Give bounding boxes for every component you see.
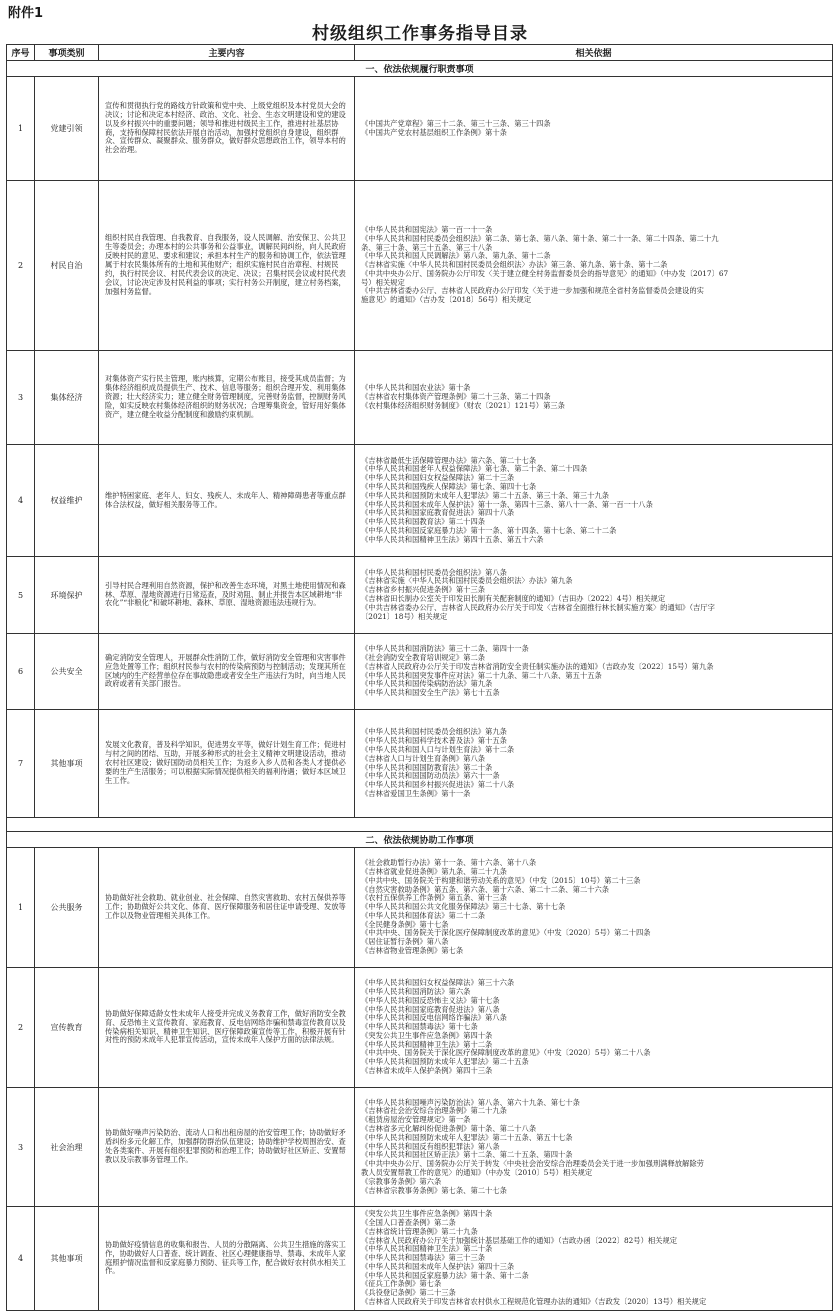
row-number: 3: [7, 1088, 35, 1207]
basis-line: 教人员安置帮教工作的意见〉的通知》（中办发〔2010〕5号）相关规定: [361, 1167, 593, 1177]
header-content: 主要内容: [99, 45, 355, 61]
basis-line: 《自然灾害救助条例》第五条、第六条、第十六条、第二十二条、第二十六条: [361, 884, 610, 894]
row-category: 集体经济: [35, 351, 99, 445]
basis-line: 《吉林省田长制办公室关于印发田长制有关配套制度的通知》（吉田办〔2022〕4号）相关规定: [361, 594, 666, 603]
row-basis: [355, 77, 833, 181]
row-basis: [355, 181, 833, 351]
row-content: 协助做好疫情信息的收集和报告、人员的分散隔离、公共卫生措施的落实工作，协助做好人口普查、统计调查、社区心理健康指导、禁毒、未成年人家庭照护情况监督和反家庭暴力预防、征兵等工作，配合做好农村供水相关工作。: [99, 1207, 355, 1311]
row-number: 2: [7, 968, 35, 1088]
basis-line: 《中共中央、国务院关于深化医疗保障制度改革的意见》（中发〔2020〕5号）第二十四条: [361, 928, 651, 938]
basis-line: 《中华人民共和国突发事件应对法》第二十九条、第二十八条、第五十五条: [361, 670, 602, 680]
basis-line: 《社会救助暂行办法》第十一条、第十六条、第十八条: [361, 858, 537, 868]
row-category: 公共安全: [35, 634, 99, 710]
row-basis: [355, 848, 833, 968]
basis-line: 《吉林省社会治安综合治理条例》第二十九条: [361, 1106, 507, 1116]
table-row: [7, 351, 833, 445]
row-category: 环境保护: [35, 557, 99, 634]
basis-line: 《吉林省爱国卫生条例》第十一条: [361, 788, 471, 798]
basis-line: 《征兵工作条例》第七条: [361, 1279, 442, 1289]
basis-line: 《中华人民共和国安全生产法》第七十五条: [361, 688, 500, 698]
row-basis: [355, 1088, 833, 1207]
row-category: 权益维护: [35, 445, 99, 557]
basis-line: 号）相关规定: [361, 277, 405, 287]
table-row: [7, 968, 833, 1088]
table-row: [7, 1207, 833, 1311]
basis-line: 《中华人民共和国反家庭暴力法》第十一条、第十四条、第十七条、第二十二条: [361, 525, 617, 535]
row-basis: [355, 634, 833, 710]
row-basis: [355, 968, 833, 1088]
basis-line: 《吉林省统计管理条例》第二十九条: [361, 1226, 478, 1236]
table-row: [7, 1088, 833, 1207]
row-number: 5: [7, 557, 35, 634]
row-number: 4: [7, 1207, 35, 1311]
section-title: 一、依法依规履行职责事项: [7, 61, 833, 77]
header-no: 序号: [7, 45, 35, 61]
section-row: [7, 61, 833, 77]
basis-line: 《中华人民共和国反电信网络诈骗法》第八条: [361, 1013, 507, 1023]
basis-line: 《中华人民共和国村民委员会组织法》第二条、第七条、第八条、第十条、第二十一条、第二十四条、第二十九: [361, 233, 719, 243]
basis-line: 《中华人民共和国残疾人保障法》第七条、第四十七条: [361, 481, 537, 491]
basis-line: 《吉林省未成年人保护条例》第四十三条: [361, 1066, 493, 1076]
basis-line: 《中华人民共和国精神卫生法》第十二条: [361, 1039, 493, 1049]
table-row: [7, 445, 833, 557]
basis-line: 《中华人民共和国村民委员会组织法》第八条: [361, 567, 507, 577]
row-category: 公共服务: [35, 848, 99, 968]
basis-line: 《中华人民共和国乡村振兴促进法》第二十八条: [361, 780, 515, 790]
basis-line: 《中华人民共和国社区矫正法》第十二条、第二十五条、第四十条: [361, 1150, 573, 1160]
basis-line: 《宗教事务条例》第六条: [361, 1176, 442, 1186]
basis-line: 《中国共产党章程》第三十二条、第三十三条、第三十四条: [361, 118, 551, 128]
row-content: 协助做好保障适龄女性未成年人接受并完成义务教育工作，做好消防安全教育、反恐怖主义宣传教育、家庭教育、反电信网络诈骗和禁毒宣传教育以及传染病相关知识、精神卫生知识、医疗保障政策宣传等工作，积极开展有针对性的预防未成年人犯罪宣传活动，宣传未成年人保护方面的法律法规。: [99, 968, 355, 1088]
basis-line: 《中共中央、国务院关于深化医疗保障制度改革的意见》（中发〔2020〕5号）第二十八条: [361, 1048, 651, 1058]
basis-line: 《中华人民共和国传染病防治法》第九条: [361, 679, 493, 689]
basis-line: 《吉林省多元化解纠纷促进条例》第十条、第二十八条: [361, 1124, 537, 1133]
basis-line: 《吉林省人民政府办公厅关于印发吉林省消防安全责任制实施办法的通知》（吉政办发〔2022〕15号）第九条: [361, 661, 714, 671]
basis-line: 《中华人民共和国精神卫生法》第四十五条、第五十六条: [361, 534, 544, 544]
section-title: 二、依法依规协助工作事项: [7, 832, 833, 848]
basis-line: 《中华人民共和国家庭教育促进法》第四十八条: [361, 508, 515, 518]
row-basis: [355, 445, 833, 557]
row-content: 协助做好噪声污染防治、流动人口和出租房屋的治安管理工作；协助做好矛盾纠纷多元化解工作，加强群防群治队伍建设；协助维护学校周围治安、查处各类案件、开展有组织犯罪预防和治理工作；协助做好社区矫正、安置帮教以及宗教事务管理工作。: [99, 1088, 355, 1207]
row-content: 确定消防安全管理人，开展群众性消防工作，做好消防安全管理和灾害事件应急处置等工作；组织村民参与农村的传染病预防与控制活动；发现其所在区域内的生产经营单位存在事故隐患或者安全生产违法行为时，向当地人民政府或者有关部门报告。: [99, 634, 355, 710]
table-header-row: [7, 45, 833, 61]
basis-line: 《中华人民共和国人民调解法》第八条、第九条、第十二条: [361, 251, 551, 261]
basis-line: 《中华人民共和国村民委员会组织法》第九条: [361, 727, 507, 737]
basis-line: 《吉林省物业管理条例》第七条: [361, 946, 464, 956]
basis-line: 《中华人民共和国消防法》第六条: [361, 986, 471, 996]
basis-line: 《中共吉林省委办公厅、吉林省人民政府办公厅关于印发〈吉林省全面推行林长制实施方案〉的通知》（吉厅字: [361, 602, 715, 612]
row-category: 社会治理: [35, 1088, 99, 1207]
basis-line: 《中华人民共和国妇女权益保障法》第二十三条: [361, 473, 515, 483]
row-content: 宣传和贯彻执行党的路线方针政策和党中央、上级党组织及本村党员大会的决议；讨论和决定本村经济、政治、文化、社会、生态文明建设和党的建设以及乡村振兴中的重要问题；领导和推进村级民主工作，推进村社基层协商，支持和保障村民依法开展自治活动，加强村党组织自身建设，组织群众、宣传群众、凝聚群众、服务群众，做好群众思想政治工作，领导本村的社会治理。: [99, 77, 355, 181]
basis-line: 《中华人民共和国禁毒法》第三十三条: [361, 1253, 486, 1263]
basis-line: 《中华人民共和国体育法》第二十二条: [361, 910, 486, 920]
basis-line: 《吉林省人口与计划生育条例》第八条: [361, 753, 486, 763]
row-basis: [355, 1207, 833, 1311]
row-number: 4: [7, 445, 35, 557]
basis-line: 《全国人口普查条例》第二条: [361, 1217, 456, 1227]
basis-line: 《中华人民共和国国防动员法》第六十一条: [361, 771, 500, 781]
table-row: [7, 557, 833, 634]
basis-line: 《中华人民共和国科学技术普及法》第十五条: [361, 736, 507, 746]
table-row: [7, 710, 833, 818]
row-content: 维护特困家庭、老年人、妇女、残疾人、未成年人、精神障碍患者等重点群体合法权益，做好相关服务等工作。: [99, 445, 355, 557]
basis-line: 《农村五保供养工作条例》第五条、第十三条: [361, 893, 507, 903]
table-row: [7, 181, 833, 351]
basis-line: 《全民健身条例》第十七条: [361, 919, 449, 929]
basis-line: 《中华人民共和国消防法》第三十二条、第四十一条: [361, 644, 529, 654]
basis-line: 〔2021〕18号）相关规定: [361, 611, 448, 621]
row-category: 党建引领: [35, 77, 99, 181]
basis-line: 《中华人民共和国预防未成年人犯罪法》第二十五条: [361, 1057, 529, 1067]
basis-line: 《中华人民共和国教育法》第二十四条: [361, 517, 486, 527]
basis-line: 《突发公共卫生事件应急条例》第四十条: [361, 1209, 493, 1219]
table-row: [7, 634, 833, 710]
basis-line: 《吉林省宗教事务条例》第七条、第二十七条: [361, 1185, 507, 1195]
basis-line: 《中共中央办公厅、国务院办公厅关于转发〈中央社会治安综合治理委员会关于进一步加强刑满释放解除劳: [361, 1159, 704, 1169]
row-number: 3: [7, 351, 35, 445]
basis-line: 《吉林省最低生活保障管理办法》第六条、第二十七条: [361, 455, 537, 465]
basis-line: 《中共中央办公厅、国务院办公厅印发〈关于建立健全村务监督委员会的指导意见〉的通知》（中办发〔2017〕67: [361, 268, 729, 278]
row-category: 其他事项: [35, 710, 99, 818]
basis-line: 《兵役登记条例》第二十三条: [361, 1288, 456, 1298]
basis-line: 《中华人民共和国反有组织犯罪法》第八条: [361, 1141, 500, 1151]
basis-line: 《中华人民共和国家庭教育促进法》第八条: [361, 1004, 500, 1014]
basis-line: 《中共吉林省委办公厅、吉林省人民政府办公厅印发〈关于进一步加强和规范全省村务监督委员会建设的实: [361, 286, 704, 296]
row-basis: [355, 557, 833, 634]
basis-line: 《吉林省人民政府关于印发吉林省农村供水工程规范化管理办法的通知》（吉政发〔2020〕13号）相关规定: [361, 1297, 707, 1307]
basis-line: 《中华人民共和国预防未成年人犯罪法》第二十五条、第五十七条: [361, 1132, 573, 1142]
basis-line: 《中华人民共和国妇女权益保障法》第三十六条: [361, 978, 515, 988]
basis-line: 《吉林省农村集体资产管理条例》第二十三条、第二十四条: [361, 392, 551, 402]
basis-line: 《中华人民共和国噪声污染防治法》第八条、第六十九条、第七十条: [361, 1097, 580, 1107]
row-number: 2: [7, 181, 35, 351]
basis-line: 《中华人民共和国禁毒法》第十七条: [361, 1022, 478, 1032]
row-content: 引导村民合理利用自然资源，保护和改善生态环境，对黑土地使用情况和森林、草原、湿地资源进行日常巡查，及时劝阻、制止并报告本区域耕地“非农化”“非粮化”和破坏耕地、森林、草原、湿地资源违法违规行为。: [99, 557, 355, 634]
basis-line: 《中华人民共和国未成年人保护法》第十一条、第四十三条、第八十一条、第一百一十八条: [361, 499, 653, 509]
table-body: [7, 61, 833, 1311]
basis-line: 《中华人民共和国老年人权益保障法》第七条、第二十条、第二十四条: [361, 464, 588, 474]
basis-line: 《社会消防安全教育培训规定》第二条: [361, 652, 486, 662]
basis-line: 《中华人民共和国精神卫生法》第二十条: [361, 1244, 493, 1254]
basis-line: 《吉林省人民政府办公厅关于加强统计基层基础工作的通知》（吉政办函〔2022〕82号）相关规定: [361, 1235, 678, 1245]
row-number: 1: [7, 77, 35, 181]
row-number: 7: [7, 710, 35, 818]
basis-line: 《中华人民共和国反恐怖主义法》第十七条: [361, 995, 500, 1005]
table-row: [7, 77, 833, 181]
basis-line: 《中华人民共和国预防未成年人犯罪法》第二十五条、第三十条、第三十九条: [361, 490, 610, 500]
basis-line: 《突发公共卫生事件应急条例》第四十条: [361, 1030, 493, 1040]
basis-line: 《居住证暂行条例》第八条: [361, 937, 449, 947]
spacer-row: [7, 818, 833, 832]
row-content: 协助做好社会救助、就业创业、社会保障、自然灾害救助、农村五保供养等工作；协助做好公共文化、体育、医疗保障服务和居住证申请受理、发放等工作以及物业管理相关具体工作。: [99, 848, 355, 968]
basis-line: 条、第三十条、第三十五条、第三十八条: [361, 242, 493, 252]
row-number: 1: [7, 848, 35, 968]
section-row: [7, 832, 833, 848]
basis-line: 《中华人民共和国国防教育法》第二十条: [361, 762, 493, 772]
basis-line: 《吉林省就业促进条例》第九条、第二十九条: [361, 866, 507, 876]
document-title: 村级组织工作事务指导目录: [312, 24, 528, 44]
spacer-cell: [7, 818, 833, 832]
header-basis: 相关依据: [355, 45, 833, 61]
basis-line: 施意见〉的通知》（吉办发〔2018〕56号）相关规定: [361, 295, 532, 305]
row-category: 宣传教育: [35, 968, 99, 1088]
basis-line: 《中华人民共和国宪法》第一百一十一条: [361, 224, 493, 234]
table-row: [7, 848, 833, 968]
directory-table: [6, 44, 833, 1311]
row-number: 6: [7, 634, 35, 710]
row-category: 村民自治: [35, 181, 99, 351]
basis-line: 《中华人民共和国公共文化服务保障法》第三十七条、第十七条: [361, 902, 566, 912]
basis-line: 《吉林省实施〈中华人民共和国村民委员会组织法〉办法》第九条: [361, 576, 573, 586]
basis-line: 《吉林省实施〈中华人民共和国村民委员会组织法〉办法》第三条、第九条、第十条、第十二条: [361, 260, 668, 270]
row-basis: [355, 710, 833, 818]
basis-line: 《中华人民共和国农业法》第十条: [361, 383, 471, 393]
row-content: 组织村民自我管理、自我教育、自我服务，设人民调解、治安保卫、公共卫生等委员会；办理本村的公共事务和公益事业，调解民间纠纷，向人民政府反映村民的意见、要求和建议；承担本村生产的服务和协调工作，依法管理属于村农民集体所有的土地和其他财产；组织实施村民自治章程、村规民约，执行村民会议、村民代表会议的决定、决议；召集村民会议或村民代表会议，讨论决定涉及村民利益的事项；实行村务公开制度，建立村务档案，加强村务监督。: [99, 181, 355, 351]
row-basis: [355, 351, 833, 445]
basis-line: 《租赁房屋治安管理规定》第一条: [361, 1115, 471, 1125]
header-category: 事项类别: [35, 45, 99, 61]
basis-line: 《农村集体经济组织财务制度》（财农〔2021〕121号）第三条: [361, 400, 565, 410]
basis-line: 《中华人民共和国反家庭暴力法》第十条、第十二条: [361, 1270, 529, 1280]
basis-line: 《中华人民共和国未成年人保护法》第四十三条: [361, 1261, 515, 1271]
row-category: 其他事项: [35, 1207, 99, 1311]
basis-line: 《吉林省乡村振兴促进条例》第十三条: [361, 585, 486, 595]
basis-line: 《中华人民共和国人口与计划生育法》第十二条: [361, 744, 515, 754]
attachment-label: 附件1: [8, 6, 44, 21]
row-content: 发展文化教育，普及科学知识，促进男女平等，做好计划生育工作；促进村与村之间的团结、互助，开展多种形式的社会主义精神文明建设活动，推动农村社区建设；做好国防动员相关工作；为返乡入乡人员和各类人才提供必要的生产生活服务；可以根据实际情况提供相关的福利待遇；做好本区域卫生工作。: [99, 710, 355, 818]
row-content: 对集体资产实行民主管理，账内核算，定期公布账目，接受其成员监督；为集体经济组织成员提供生产、技术、信息等服务；组织合理开发、利用集体资源；壮大经济实力；建立健全财务管理制度，完善财务监督，控制财务风险，如实反映农村集体经济组织的财务状况；合理筹集资金，管好用好集体资产，建立健全收益分配制度和激励约束机制。: [99, 351, 355, 445]
basis-line: 《中国共产党农村基层组织工作条例》第十条: [361, 127, 507, 137]
basis-line: 《中共中央、国务院关于构建和谐劳动关系的意见》（中发〔2015〕10号）第二十三条: [361, 875, 641, 885]
